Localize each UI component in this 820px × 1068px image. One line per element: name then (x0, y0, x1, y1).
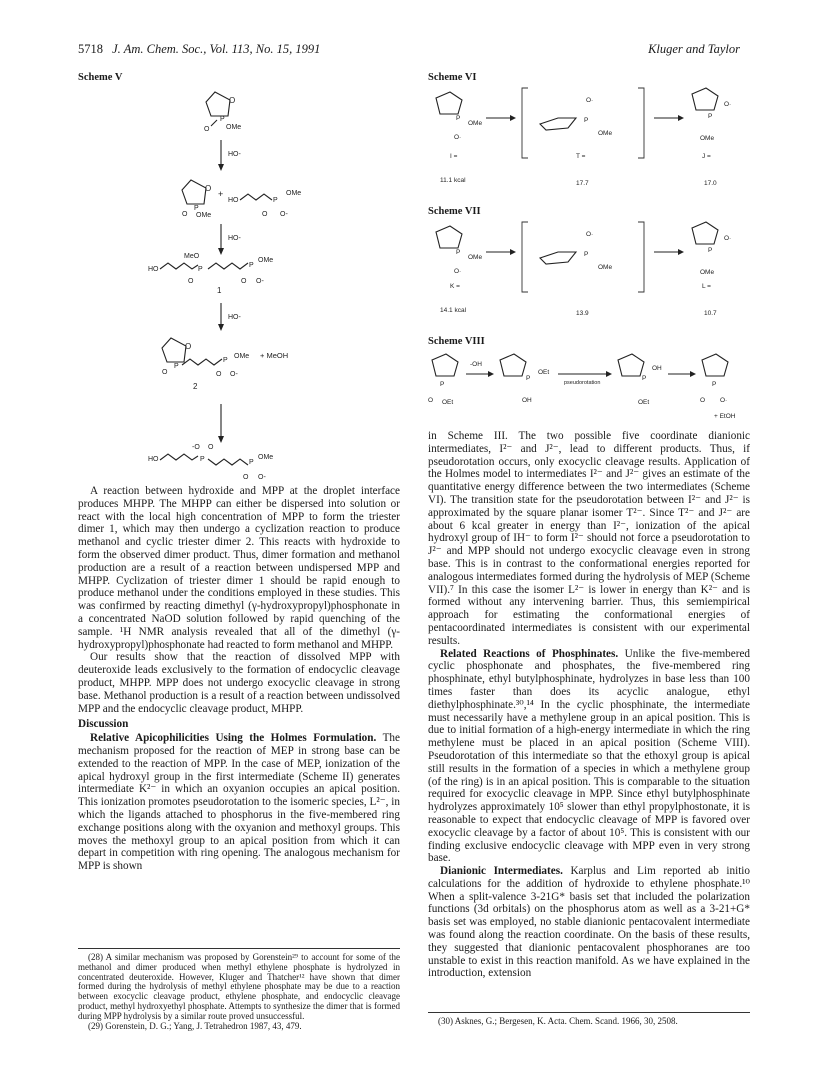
phosphorus-label: P (273, 197, 278, 204)
scheme-v-figure (78, 84, 438, 494)
intermediate-i (436, 92, 482, 160)
footnote-28: (28) A similar mechanism was proposed by Gorenstein²⁹ to account for some of the methanol and dimer produced when methyl ethylene phosphate is hydrolyzed in concentrated deuteroxide. However, Kluger and Thatcher¹² have shown that dimer formed during the hydrolysis of methyl ethylene phosphate may be due to a reaction between exocyclic cleavage product, ethylene phosphate, and endocyclic cleavage product, methyl hydroxyethyl phosphate. Attempts to synthesize the dimer that is formed during MPP hydrolysis by a similar route proved unsuccessful. (78, 952, 400, 1021)
oxyanion-label: O- (230, 371, 238, 378)
hydroxyl-label: HO (148, 266, 159, 273)
running-head-left (78, 42, 320, 57)
oxyanion-label: O· (454, 134, 462, 141)
species-label-l: L = (702, 283, 711, 290)
subsection-heading: Dianionic Intermediates. (440, 865, 563, 878)
scheme-vi-arrowhead-2 (678, 115, 684, 121)
scheme-vii-arrowhead-1 (510, 249, 516, 255)
phosphorus-label: P (174, 363, 179, 370)
ethoxy-label: OEt (538, 369, 550, 376)
oxyanion-label: O· (720, 397, 728, 404)
energy-transition: 13.9 (576, 310, 589, 317)
subsection-heading: Relative Apicophilicities Using the Holmes Formulation. (90, 732, 377, 745)
right-column-text (428, 430, 750, 980)
methoxy-label: OMe (196, 212, 212, 219)
phosphoryl-oxygen-label: O (182, 211, 188, 218)
paragraph: A reaction between hydroxide and MPP at the droplet interface produces MHPP. The MHPP can either be dispersed into solution or react with the local high concentration of MPP to form the triester dimer 1, which may then undergo a cyclization reaction to produce methanol and cyclic triester dimer 2. This reacts with hydroxide to form the observed dimer product. Thus, dimer formation and methanol production are a result of a reaction between undispersed MPP and MHPP. Cyclization of triester dimer 1 should be rapid enough to produce methanol under the conditions employed in these studies. This was confirmed by reacting dimethyl (γ-hydroxypropyl)phosphonate in a concentrated NaOD solution followed by rapid quenching of the sample. ¹H NMR analysis revealed that all of the dimethyl (γ-hydroxypropyl)phosphonate had reacted to form methanol and MHPP. (78, 485, 400, 651)
scheme-v-reagent-3: HO- (228, 314, 241, 321)
phosphinate-intermediate-2 (618, 354, 662, 406)
plus-sign: + (218, 189, 224, 199)
paragraph (428, 865, 750, 980)
ring-oxygen-label: O (205, 184, 212, 193)
pseudorotation-label: pseudorotation (564, 380, 601, 386)
page-number: 5718 (78, 42, 103, 56)
methoxy-label: MeO (184, 253, 200, 260)
subsection-heading: Related Reactions of Phosphinates. (440, 647, 619, 660)
scheme-vii-figure (428, 218, 748, 328)
methoxy-label: OMe (468, 120, 483, 127)
scheme-vi-label: Scheme VI (428, 72, 477, 83)
scheme-v-arrowhead-4 (218, 436, 224, 443)
phosphorus-label: P (584, 117, 589, 124)
oxyanion-label: O· (586, 231, 594, 238)
footnote-30: (30) Asknes, G.; Bergesen, K. Acta. Chem. Scand. 1966, 30, 2508. (438, 1016, 678, 1026)
scheme-v-structure-dimer-1 (148, 253, 273, 295)
intermediate-k (436, 226, 482, 290)
oxyanion-label: O· (724, 101, 732, 108)
scheme-viii-label: Scheme VIII (428, 336, 485, 347)
methoxy-label: OMe (700, 135, 715, 142)
scheme-vi-arrowhead-1 (510, 115, 516, 121)
species-label-k: K = (450, 283, 460, 290)
energy-k: 14.1 kcal (440, 307, 467, 314)
phosphorus-label: P (249, 262, 254, 269)
methoxy-label: OMe (598, 130, 613, 137)
transition-state-vii (540, 231, 612, 271)
ethoxy-label: OEt (442, 399, 454, 406)
hydroxyl-label: HO (228, 197, 239, 204)
phosphinate-intermediate-1 (500, 354, 549, 404)
methoxy-label: OMe (234, 353, 250, 360)
phosphorus-label: P (526, 375, 531, 382)
left-footnotes (78, 953, 400, 1031)
phosphinate-product (700, 354, 736, 420)
transition-state-bracket-left (522, 88, 528, 158)
phosphorus-label: P (220, 116, 225, 123)
footnote-rule-left (78, 948, 400, 949)
compound-number-1: 1 (217, 286, 222, 295)
phosphorus-label: P (200, 456, 205, 463)
phosphoryl-oxygen-label: O (428, 397, 434, 404)
phosphorus-label: P (456, 249, 461, 256)
scheme-viii-arrowhead-3 (690, 371, 696, 377)
phosphorus-label: P (642, 375, 647, 382)
phosphoryl-oxygen-label: O (262, 211, 268, 218)
scheme-v-reagent-2: HO- (228, 235, 241, 242)
phosphorus-label: P (194, 205, 199, 212)
phosphorus-label: P (712, 381, 717, 388)
oxyanion-label: O- (280, 211, 288, 218)
methanol-coproduct: + MeOH (260, 351, 289, 360)
scheme-vii-label: Scheme VII (428, 206, 481, 217)
paragraph: Our results show that the reaction of dissolved MPP with deuteroxide leads exclusively to the formation of endocyclic cleavage product, MHPP. MPP does not undergo exocyclic cleavage in strong base. Methanol production is a result of a reaction between undissolved MPP and the endocyclic cleavage product, MHPP. (78, 651, 400, 715)
intermediate-j (692, 88, 731, 160)
species-label-t: T = (576, 153, 586, 160)
phosphoryl-oxygen-label: O (216, 371, 222, 378)
phosphinate-reactant (428, 354, 458, 406)
methoxy-label: OMe (700, 269, 715, 276)
transition-state-bracket-left (522, 222, 528, 292)
compound-number-2: 2 (193, 382, 198, 391)
oxyanion-label: O· (586, 97, 594, 104)
scheme-viii-arrowhead-2 (606, 371, 612, 377)
transition-state-bracket-right (638, 88, 644, 158)
paragraph-body: Unlike the five-membered cyclic phosphonate and phosphates, the five-membered ring phosphinate, ethyl butylphosphinate, hydrolyzes in base less than 100 times faster than does its acyclic analogue, ethyl diethylphosphinate.³⁰,¹⁴ In the cyclic phosphinate, the intermediate must necessarily have a methylene group in an apical position. This is due to initial formation of a high-energy intermediate in which the ring methylene must be placed in an apical position (Scheme VIII). Pseudorotation of this intermediate so that the ethoxyl group is apical still results in the formation of a species in which a methylene group (of the ring) is in an apical position. This is comparable to the situation required for exocyclic cleavage in MPP. Since ethyl butylphosphinate hydrolyzes approximately 10⁵ slower than ethyl propylphostonate, it is reasonable to expect that endocyclic cleavage of MPP is favored over exocyclic cleavage by a factor of about 10⁵. This is consistent with our finding exclusive endocyclic cleavage with MPP even in very strong base. (428, 647, 751, 865)
phosphoryl-oxygen-label: O (208, 444, 214, 451)
paragraph (78, 732, 400, 873)
scheme-v-structure-product (148, 444, 273, 481)
scheme-v-arrowhead-2 (218, 248, 224, 255)
scheme-v-reagent-1: HO- (228, 151, 241, 158)
species-label-j: J = (702, 153, 711, 160)
ring-oxygen-label: O (229, 96, 236, 105)
journal-citation: J. Am. Chem. Soc., Vol. 113, No. 15, 1991 (112, 42, 321, 56)
scheme-vii-arrowhead-2 (678, 249, 684, 255)
scheme-v-arrowhead-3 (218, 324, 224, 331)
phosphorus-label: P (440, 381, 445, 388)
phosphorus-label: P (708, 247, 713, 254)
transition-state-t (540, 97, 612, 160)
methoxy-label: OMe (468, 254, 483, 261)
left-column-text (78, 485, 400, 873)
hydroxyl-label: HO (148, 456, 159, 463)
phosphorus-label: P (456, 115, 461, 122)
energy-t: 17.7 (576, 180, 589, 187)
ring-oxygen-label: O (185, 342, 192, 351)
paragraph-body: Karplus and Lim reported ab initio calculations for the addition of hydroxide to ethylene phosphate.¹⁰ When a split-valence 3-21G* basis set that included the polarization functions (3d orbitals) on the phosphorus atom as well as a 3-21+G* basis set was employed, no stable dianionic pentacovalent intermediate was found along the reaction coordinate. On the basis of these results, they suggested that dianionic pentacovalent phosphoranes are too unstable to exist in this reaction manifold. As we have explained in the introduction, extension (428, 865, 751, 980)
phosphoryl-oxygen-label: O (188, 278, 194, 285)
phosphorus-label: P (584, 251, 589, 258)
phosphoryl-oxygen-label: O (241, 278, 247, 285)
methoxy-label: OMe (286, 190, 302, 197)
scheme-v-structure-mpp-mhpp (182, 180, 301, 219)
phosphorus-label: P (708, 113, 713, 120)
phosphoryl-oxygen-label: O (162, 369, 168, 376)
phosphoryl-oxygen-label: O (243, 474, 249, 481)
phosphoryl-oxygen-label: O (204, 126, 210, 133)
phosphorus-label: P (223, 357, 228, 364)
paragraph (428, 648, 750, 866)
oxyanion-label: O- (258, 474, 266, 481)
phosphoryl-oxygen-label: O (700, 397, 706, 404)
hydroxyl-label: OH (652, 365, 662, 372)
scheme-v-structure-dimer-2 (162, 338, 288, 391)
methoxy-label: OMe (258, 257, 274, 264)
scheme-viii-reagent: -OH (470, 361, 482, 368)
oxyanion-label: O· (454, 268, 462, 275)
species-label-i: I = (450, 153, 458, 160)
section-heading-discussion: Discussion (78, 718, 129, 731)
scheme-v-label: Scheme V (78, 72, 123, 83)
energy-i: 11.1 kcal (440, 177, 466, 184)
methoxy-label: OMe (258, 454, 274, 461)
scheme-v-structure-mpp (204, 92, 241, 133)
footnote-29: (29) Gorenstein, D. G.; Yang, J. Tetrahedron 1987, 43, 479. (88, 1020, 302, 1031)
ethoxy-label: OEt (638, 399, 650, 406)
ethanol-coproduct: + EtOH (714, 413, 736, 420)
oxyanion-label: O· (724, 235, 732, 242)
energy-l: 10.7 (704, 310, 717, 317)
energy-j: 17.0 (704, 180, 717, 187)
scheme-viii-figure (428, 350, 748, 426)
running-head-authors: Kluger and Taylor (648, 42, 740, 56)
oxyanion-label: O- (256, 278, 264, 285)
methoxy-label: OMe (598, 264, 613, 271)
hydroxyl-label: OH (522, 397, 532, 404)
scheme-viii-arrowhead-1 (488, 371, 494, 377)
paragraph-body: The mechanism proposed for the reaction of MEP in strong base can be extended to the reaction of MPP. In the case of MEP, ionization of the apical hydroxyl group in the first intermediate (Scheme II) generates intermediate K²⁻ in which an oxyanion occupies an apical position. This ionization promotes pseudorotation to the isomeric species, L²⁻, in which the ligands attached to phosphorus in the five-membered ring exchange positions along with the oxyanion and methoxyl groups. This moves the methoxyl group to an apical position from which it can depart in competition with ring opening. The analogous mechanism for MPP is shown (78, 732, 400, 873)
scheme-v-arrowhead-1 (218, 164, 224, 171)
footnote-rule-right (428, 1012, 750, 1013)
scheme-vi-figure (428, 84, 748, 194)
oxyanion-label: -O (192, 444, 200, 451)
phosphorus-label: P (198, 266, 203, 273)
phosphorus-label: P (249, 459, 254, 466)
intermediate-l (692, 222, 731, 290)
paragraph: in Scheme III. The two possible five coordinate dianionic intermediates, I²⁻ and J²⁻, lead to different products. Thus, if pseudorotation occurs, only exocyclic cleavage results. Application of the Holmes model to intermediates I²⁻ and J²⁻ gives an estimate of the quantitative energy difference between the two intermediates (Scheme VI). The transition state for the pseudorotation between I²⁻ and J²⁻ is approximated by the square planar isomer T²⁻. Since T²⁻ and J²⁻ are about 6 kcal greater in energy than I²⁻, ionization of the apical hydroxyl group of IH⁻ to form I²⁻ should not force a pseudorotation to J²⁻ and MPP should not undergo exocyclic cleavage even in strong base. This is in contrast to the conformational energies reported for analogous intermediates formed during the hydrolysis of MEP (Scheme VII).⁷ In this case the isomer L²⁻ is lower in energy than K²⁻ and is formed without any intervening barrier. Thus, this semiempirical approach for estimating the conformational energies of pentacoordinated intermediates is consistent with our experimental results. (428, 430, 750, 647)
methoxy-label: OMe (226, 124, 242, 131)
right-footnotes (428, 1017, 750, 1027)
transition-state-bracket-right (638, 222, 644, 292)
